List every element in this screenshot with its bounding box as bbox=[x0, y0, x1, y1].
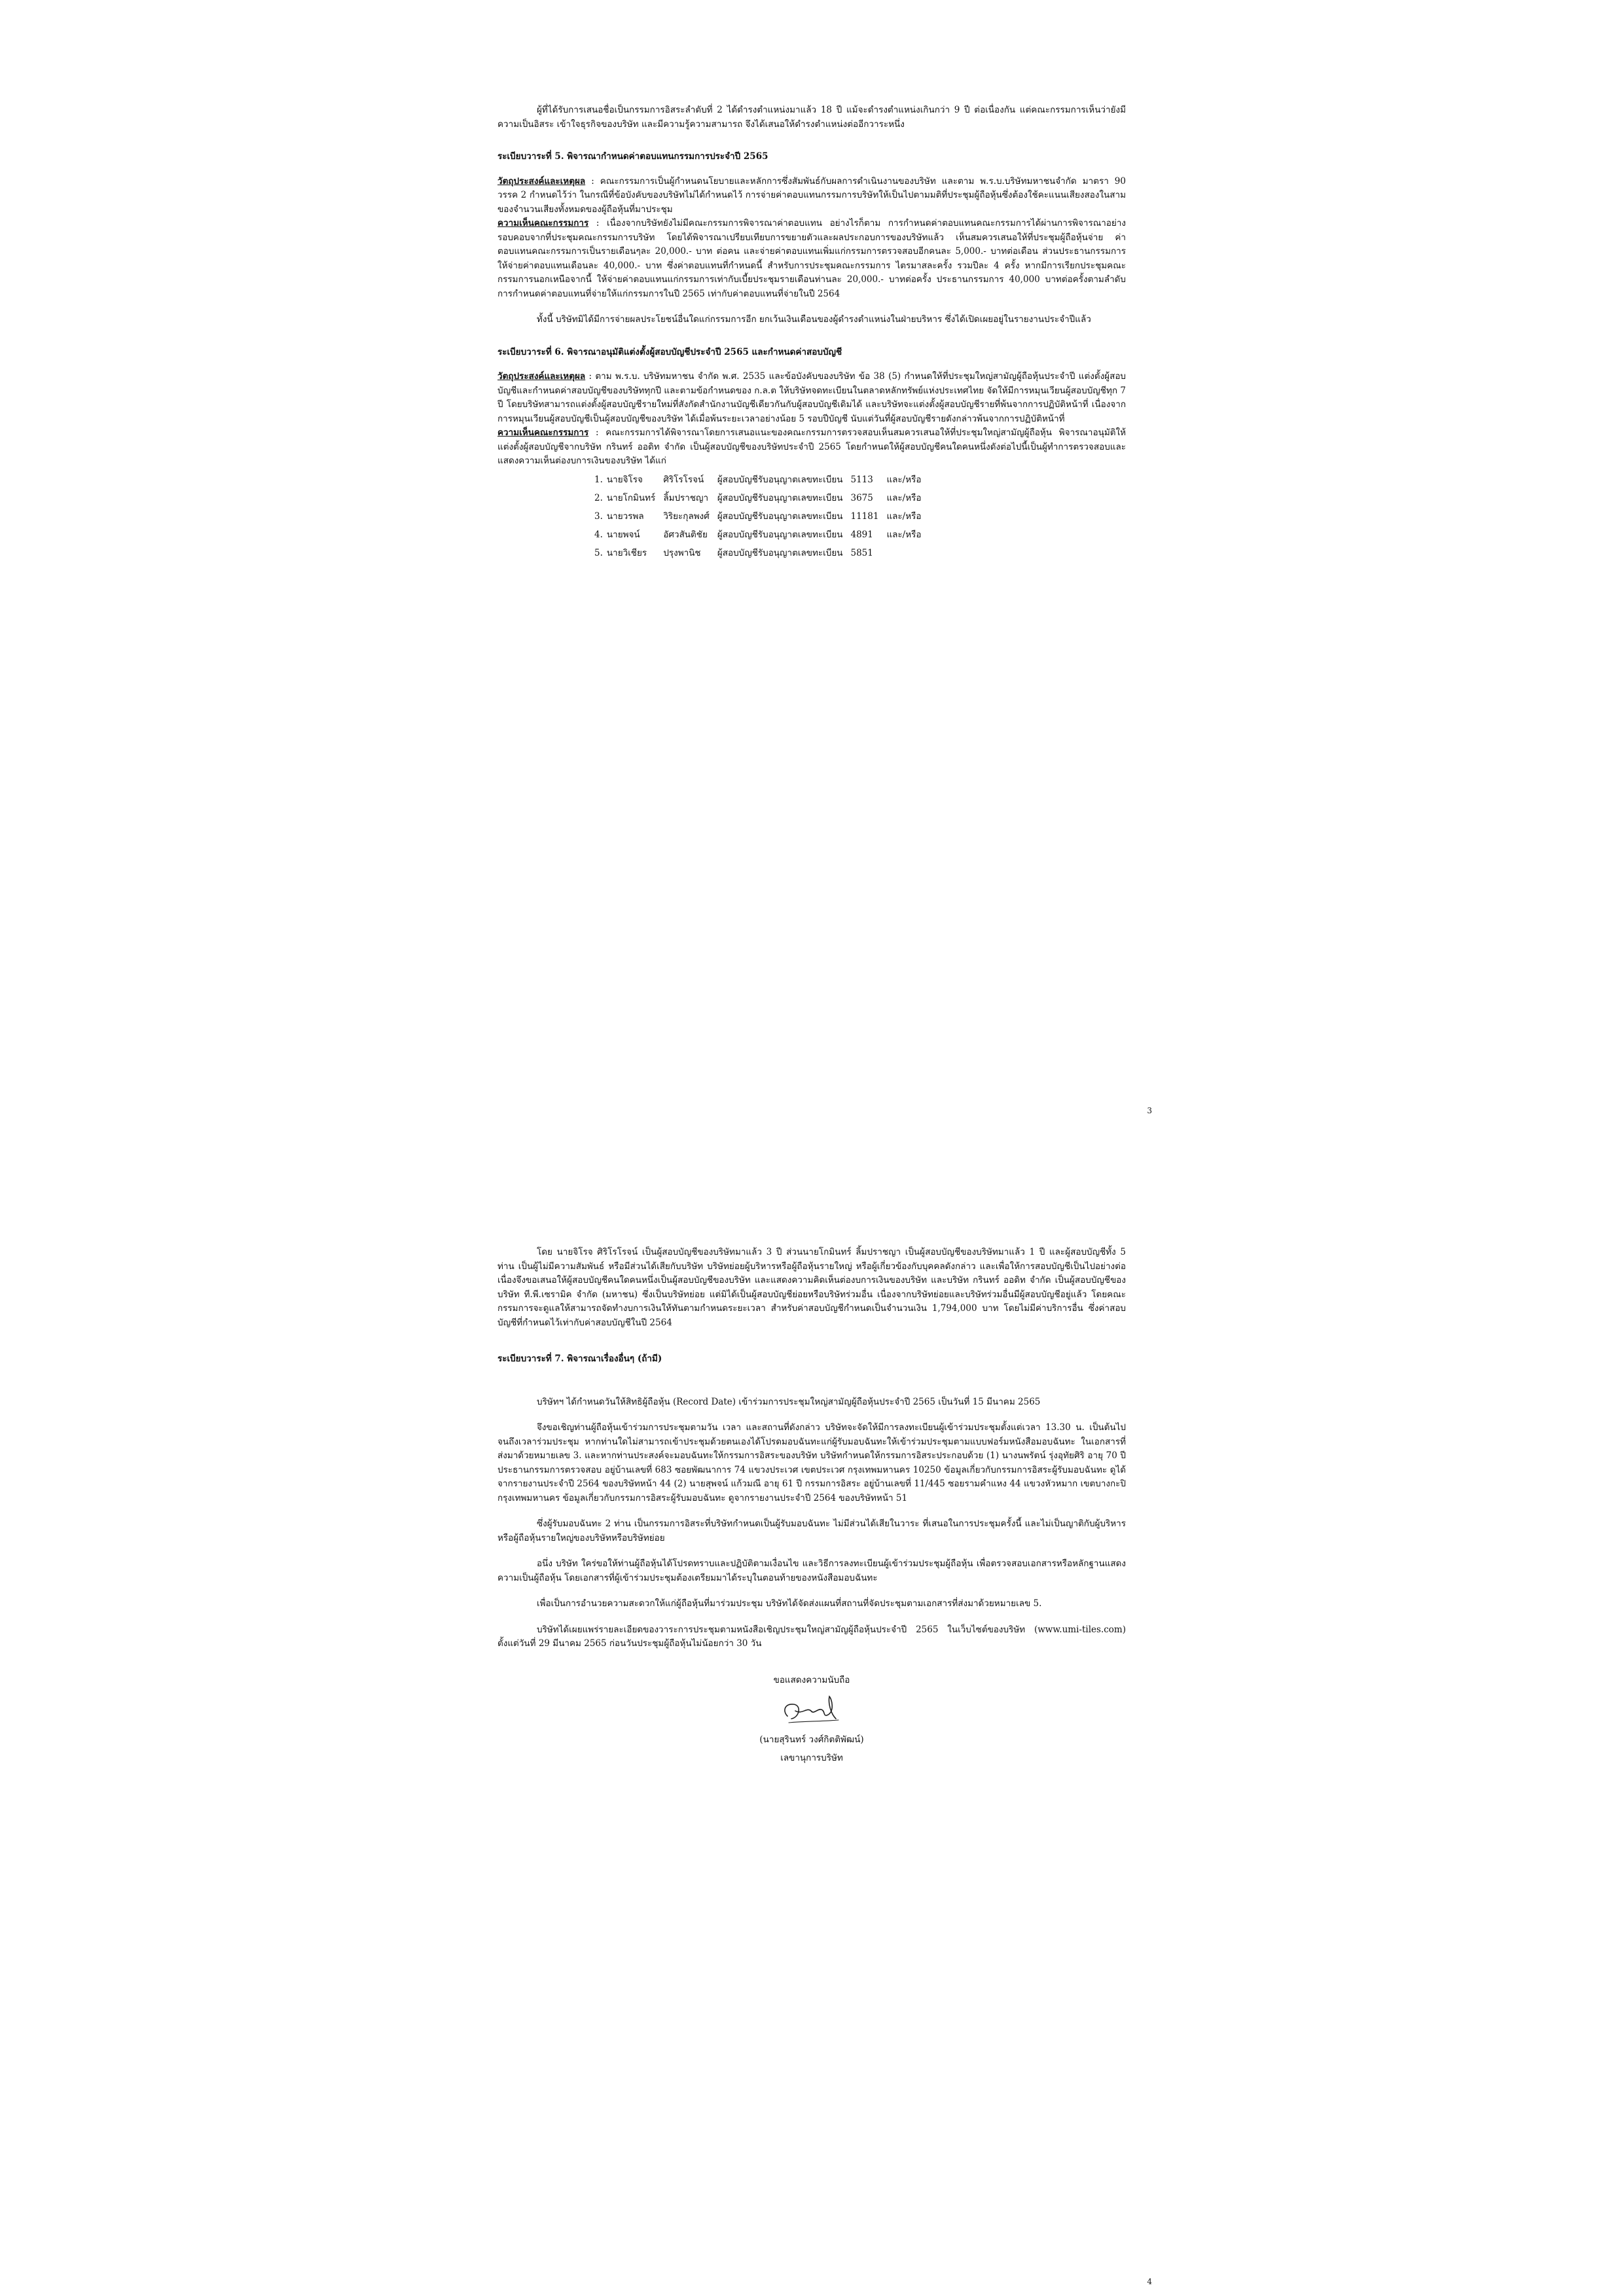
page-number: 4 bbox=[1147, 2277, 1152, 2286]
auditor-row bbox=[594, 546, 929, 564]
auditor-registration: 11181 bbox=[850, 511, 879, 522]
signature-image bbox=[776, 1691, 848, 1728]
auditor-row bbox=[594, 509, 929, 528]
auditor-registration: 4891 bbox=[850, 529, 873, 540]
auditor-registration: 3675 bbox=[850, 492, 873, 503]
record-date-paragraph: บริษัทฯ ได้กำหนดวันให้สิทธิผู้ถือหุ้น (Record Date) เข้าร่วมการประชุมใหญ่สามัญผู้ถือหุ้นประจำปี 2565 เป็นวันที่ 15 มีนาคม 2565 bbox=[537, 1396, 1041, 1407]
auditor-registration: 5113 bbox=[850, 474, 873, 485]
auditor-description: ผู้สอบบัญชีรับอนุญาตเลขทะเบียน bbox=[717, 511, 843, 522]
auditor-last-name: อัศวสันติชัย bbox=[663, 529, 708, 540]
agenda-6-opinion-text: : คณะกรรมการได้พิจารณาโดยการเสนอแนะของคณะกรรมการตรวจสอบเห็นสมควรเสนอให้ที่ประชุมใหญ่สามัญผู้ถือหุ้น พิจารณาอนุมัติให้แต่งตั้งผู้สอบบัญชีจากบริษัท กรินทร์ ออดิท จำกัด เป็นผู้สอบบัญชีของบริษัทประจำปี 2565 โดยกำหนดให้ผู้สอบบัญชีคนใดคนหนึ่งดังต่อไปนี้เป็นผู้ทำการตรวจสอบและแสดงความเห็นต่องบการเงินของบริษัท ได้แก่ bbox=[497, 427, 1126, 466]
agenda-6-objective-text: : ตาม พ.ร.บ. บริษัทมหาชน จำกัด พ.ศ. 2535 และข้อบังคับของบริษัท ข้อ 38 (5) กำหนดให้ที่ประชุมใหญ่สามัญผู้ถือหุ้นประจำปี แต่งตั้งผู้สอบบัญชีและกำหนดค่าสอบบัญชีของบริษัททุกปี และตามข้อกำหนดของ ก.ล.ต ให้บริษัทจดทะเบียนในตลาดหลักทรัพย์แห่งประเทศไทย จัดให้มีการหมุนเวียนผู้สอบบัญชีทุก 7 ปี โดยบริษัทสามารถแต่งตั้งผู้สอบบัญชีรายใหม่ที่สังกัดสำนักงานบัญชีเดียวกันกับผู้สอบบัญชีเดิมได้ และบริษัทจะแต่งตั้งผู้สอบบัญชีรายที่พ้นจากการปฏิบัติหน้าที่ เนื่องจากการหมุนเวียนผู้สอบบัญชีเป็นผู้สอบบัญชีของบริษัท ได้เมื่อพ้นระยะเวลาอย่างน้อย 5 รอบปีบัญชี นับแต่วันที่ผู้สอบบัญชีรายดังกล่าวพ้นจากการปฏิบัติหน้าที่ bbox=[497, 371, 1126, 424]
page-4-content bbox=[497, 1246, 1126, 1765]
auditor-conjunction: และ/หรือ bbox=[886, 511, 922, 522]
auditor-description: ผู้สอบบัญชีรับอนุญาตเลขทะเบียน bbox=[717, 474, 843, 485]
auditor-description: ผู้สอบบัญชีรับอนุญาตเลขทะเบียน bbox=[717, 492, 843, 503]
auditor-row bbox=[594, 473, 929, 491]
page-4 bbox=[0, 1148, 1624, 2296]
invitation-paragraph: จึงขอเชิญท่านผู้ถือหุ้นเข้าร่วมการประชุมตามวัน เวลา และสถานที่ดังกล่าว บริษัทจะจัดให้มีการลงทะเบียนผู้เข้าร่วมประชุมตั้งแต่เวลา 13.30 น. เป็นต้นไปจนถึงเวลาร่วมประชุม หากท่านใดไม่สามารถเข้าประชุมด้วยตนเองได้โปรดมอบฉันทะแก่ผู้รับมอบฉันทะให้เข้าร่วมประชุมตามแบบฟอร์มหนังสือมอบฉันทะ ในเอกสารที่ส่งมาด้วยหมายเลข 3. และหากท่านประสงค์จะมอบฉันทะให้กรรมการอิสระของบริษัท บริษัทกำหนดให้กรรมการอิสระประกอบด้วย (1) นางนพรัตน์ รุ่งอุทัยศิริ อายุ 70 ปี ประธานกรรมการตรวจสอบ อยู่บ้านเลขที่ 683 ซอยพัฒนาการ 74 แขวงประเวศ เขตประเวศ กรุงเทพมหานคร 10250 ข้อมูลเกี่ยวกับกรรมการอิสระผู้รับมอบฉันทะ ดูได้จากรายงานประจำปี 2564 ของบริษัทหน้า 44 (2) นายสุพจน์ แก้วมณี อายุ 61 ปี กรรมการอิสระ อยู่บ้านเลขที่ 11/445 ซอยรามคำแหง 44 แขวงหัวหมาก เขตบางกะปิ กรุงเทพมหานคร ข้อมูลเกี่ยวกับกรรมการอิสระผู้รับมอบฉันทะ ดูจากรายงานประจำปี 2564 ของบริษัทหน้า 51 bbox=[497, 1422, 1126, 1503]
agenda-5-objective-text: : คณะกรรมการเป็นผู้กำหนดนโยบายและหลักการซึ่งสัมพันธ์กับผลการดำเนินงานของบริษัท และตาม พ.ร.บ.บริษัทมหาชนจำกัด มาตรา 90 วรรค 2 กำหนดไว้ว่า ในกรณีที่ข้อบังคับของบริษัทไม่ได้กำหนดไว้ การจ่ายค่าตอบแทนกรรมการบริษัทให้เป็นไปตามมติที่ประชุมผู้ถือหุ้นซึ่งต้องใช้คะแนนเสียงสองในสามของจำนวนเสียงทั้งหมดของผู้ถือหุ้นที่มาประชุม bbox=[497, 175, 1126, 215]
auditor-conjunction: และ/หรือ bbox=[886, 492, 922, 503]
agenda-5-opinion-text: : เนื่องจากบริษัทยังไม่มีคณะกรรมการพิจารณาค่าตอบแทน อย่างไรก็ตาม การกำหนดค่าตอบแทนคณะกรรมการได้ผ่านการพิจารณาอย่างรอบคอบจากที่ประชุมคณะกรรมการบริษัท โดยได้พิจารณาเปรียบเทียบการขยายตัวและผลประกอบการของบริษัทแล้ว เห็นสมควรเสนอให้ที่ประชุมผู้ถือหุ้นจ่าย ค่าตอบแทนคณะกรรมการเป็นรายเดือนๆละ 20,000.- บาท ต่อคน และจ่ายค่าตอบแทนเพิ่มแก่กรรมการตรวจสอบอีกคนละ 5,000.- บาทต่อเดือน ส่วนประธานกรรมการให้จ่ายค่าตอบแทนเดือนละ 40,000.- บาท ซึ่งค่าตอบแทนที่กำหนดนี้ สำหรับการประชุมคณะกรรมการ ไตรมาสละครั้ง รวมปีละ 4 ครั้ง หากมีการเรียกประชุมคณะกรรมการนอกเหนือจากนี้ ให้จ่ายค่าตอบแทนแก่กรรมการเท่ากับเบี้ยประชุมรายเดือนท่านละ 20,000.- บาทต่อครั้ง ประธานกรรมการ 40,000 บาทต่อครั้งตามลำดับ การกำหนดค่าตอบแทนที่จ่ายให้แก่กรรมการในปี 2565 เท่ากับค่าตอบแทนที่จ่ายในปี 2564 bbox=[497, 218, 1126, 299]
auditor-last-name: ปรุงพานิช bbox=[663, 547, 701, 558]
auditor-number: 2. bbox=[594, 492, 603, 503]
signer-name: (นายสุรินทร์ วงศ์กิตติพัฒน์) bbox=[759, 1734, 864, 1745]
agenda-5-objective bbox=[497, 175, 1126, 217]
map-paragraph: เพื่อเป็นการอำนวยความสะดวกให้แก่ผู้ถือหุ้นที่มาร่วมประชุม บริษัทได้จัดส่งแผนที่สถานที่จัดประชุมตามเอกสารที่ส่งมาด้วยหมายเลข 5. bbox=[537, 1598, 1042, 1609]
auditor-conjunction: และ/หรือ bbox=[886, 474, 922, 485]
auditor-row bbox=[594, 528, 929, 546]
auditor-details-paragraph: โดย นายจิโรจ ศิริโรโรจน์ เป็นผู้สอบบัญชีของบริษัทมาแล้ว 3 ปี ส่วนนายโกมินทร์ ลิ้มปราชญา เป็นผู้สอบบัญชีของบริษัทมาแล้ว 1 ปี และผู้สอบบัญชีทั้ง 5 ท่าน เป็นผู้ไม่มีความสัมพันธ์ หรือมีส่วนได้เสียกับบริษัท บริษัทย่อยผู้บริหารหรือผู้ถือหุ้นรายใหญ่ หรือผู้เกี่ยวข้องกับบุคคลดังกล่าว และเพื่อให้การสอบบัญชีเป็นไปอย่างต่อเนื่องจึงขอเสนอให้ผู้สอบบัญชีคนใดคนหนึ่งเป็นผู้สอบบัญชีของบริษัท และแสดงความคิดเห็นต่องบการเงินของบริษัท และบริษัท กรินทร์ ออดิท จำกัด เป็นผู้สอบบัญชีของบริษัท ที.พี.เซรามิค จำกัด (มหาชน) ซึ่งเป็นบริษัทย่อย แต่มิได้เป็นผู้สอบบัญชีย่อยหรือบริษัทร่วมอื่น เนื่องจากบริษัทย่อยและบริษัทร่วมอื่นมีผู้สอบบัญชีอยู่แล้ว โดยคณะกรรมการจะดูแลให้สามารถจัดทำงบการเงินให้ทันตามกำหนดระยะเวลา สำหรับค่าสอบบัญชีกำหนดเป็นจำนวนเงิน 1,794,000 บาท โดยไม่มีค่าบริการอื่น ซึ่งค่าสอบบัญชีที่กำหนดไว้เท่ากับค่าสอบบัญชีในปี 2564 bbox=[497, 1247, 1126, 1328]
page-3-content bbox=[497, 103, 1126, 564]
proxy-paragraph: ซึ่งผู้รับมอบฉันทะ 2 ท่าน เป็นกรรมการอิสระที่บริษัทกำหนดเป็นผู้รับมอบฉันทะ ไม่มีส่วนได้เสียในวาระ ที่เสนอในการประชุมครั้งนี้ และไม่เป็นญาติกับผู้บริหารหรือผู้ถือหุ้นรายใหญ่ของบริษัทหรือบริษัทย่อย bbox=[497, 1518, 1126, 1543]
auditor-last-name: ลิ้มปราชญา bbox=[663, 492, 709, 503]
auditor-description: ผู้สอบบัญชีรับอนุญาตเลขทะเบียน bbox=[717, 529, 843, 540]
auditor-conjunction: และ/หรือ bbox=[886, 529, 922, 540]
auditor-description: ผู้สอบบัญชีรับอนุญาตเลขทะเบียน bbox=[717, 547, 843, 558]
website-paragraph: บริษัทได้เผยแพร่รายละเอียดของวาระการประชุมตามหนังสือเชิญประชุมใหญ่สามัญผู้ถือหุ้นประจำปี 2565 ในเว็บไซต์ของบริษัท (www.umi-tiles.com) ตั้งแต่วันที่ 29 มีนาคม 2565 ก่อนวันประชุมผู้ถือหุ้นไม่น้อยกว่า 30 วัน bbox=[497, 1624, 1126, 1649]
auditor-number: 3. bbox=[594, 511, 603, 522]
agenda-6-objective bbox=[497, 370, 1126, 426]
auditor-row bbox=[594, 491, 929, 509]
auditor-first-name: นายโกมินทร์ bbox=[606, 492, 656, 503]
auditor-number: 4. bbox=[594, 529, 603, 540]
page-number: 3 bbox=[1147, 1106, 1152, 1115]
auditor-first-name: นายวิเชียร bbox=[606, 547, 647, 558]
agenda-6-heading: ระเบียบวาระที่ 6. พิจารณาอนุมัติแต่งตั้งผู้สอบบัญชีประจำปี 2565 และกำหนดค่าสอบบัญชี bbox=[497, 346, 842, 357]
agenda-5-note: ทั้งนี้ บริษัทมิได้มีการจ่ายผลประโยชน์อื่นใดแก่กรรมการอีก ยกเว้นเงินเดือนของผู้ดำรงตำแหน่งในฝ่ายบริหาร ซึ่งได้เปิดเผยอยู่ในรายงานประจำปีแล้ว bbox=[537, 314, 1091, 325]
agenda-5-opinion-label: ความเห็นคณะกรรมการ bbox=[497, 218, 589, 228]
auditor-first-name: นายวรพล bbox=[606, 511, 644, 522]
auditor-registration: 5851 bbox=[850, 547, 873, 558]
auditor-number: 5. bbox=[594, 547, 603, 558]
documents-paragraph: อนึ่ง บริษัท ใคร่ขอให้ท่านผู้ถือหุ้นได้โปรดทราบและปฏิบัติตามเงื่อนไข และวิธีการลงทะเบียนผู้เข้าร่วมประชุมผู้ถือหุ้น เพื่อตรวจสอบเอกสารหรือหลักฐานแสดงความเป็นผู้ถือหุ้น โดยเอกสารที่ผู้เข้าร่วมประชุมต้องเตรียมมาได้ระบุในตอนท้ายของหนังสือมอบฉันทะ bbox=[497, 1558, 1126, 1583]
agenda-7-heading: ระเบียบวาระที่ 7. พิจารณาเรื่องอื่นๆ (ถ้ามี) bbox=[497, 1354, 662, 1364]
agenda-5-opinion bbox=[497, 217, 1126, 301]
auditor-list bbox=[594, 473, 929, 564]
signature-block bbox=[694, 1674, 929, 1766]
closing-text: ขอแสดงความนับถือ bbox=[773, 1674, 850, 1685]
auditor-first-name: นายพจน์ bbox=[606, 529, 640, 540]
intro-paragraph: ผู้ที่ได้รับการเสนอชื่อเป็นกรรมการอิสระลำดับที่ 2 ได้ดำรงตำแหน่งมาแล้ว 18 ปี แม้จะดำรงตำแหน่งเกินกว่า 9 ปี ต่อเนื่องกัน แต่คณะกรรมการเห็นว่ายังมีความเป็นอิสระ เข้าใจธุรกิจของบริษัท และมีความรู้ความสามารถ จึงได้เสนอให้ดำรงตำแหน่งต่ออีกวาระหนึ่ง bbox=[497, 105, 1126, 130]
agenda-5-objective-label: วัตถุประสงค์และเหตุผล bbox=[497, 175, 586, 187]
auditor-number: 1. bbox=[594, 474, 603, 485]
auditor-first-name: นายจิโรจ bbox=[606, 474, 643, 485]
agenda-6-objective-label: วัตถุประสงค์และเหตุผล bbox=[497, 371, 586, 382]
auditor-conjunction bbox=[886, 546, 929, 564]
agenda-6-opinion-label: ความเห็นคณะกรรมการ bbox=[497, 427, 589, 438]
auditor-last-name: วิริยะกุลพงศ์ bbox=[663, 511, 710, 522]
auditor-last-name: ศิริโรโรจน์ bbox=[663, 474, 704, 485]
agenda-5-heading: ระเบียบวาระที่ 5. พิจารณากำหนดค่าตอบแทนกรรมการประจำปี 2565 bbox=[497, 151, 768, 162]
signer-title: เลขานุการบริษัท bbox=[780, 1752, 843, 1763]
agenda-6-opinion bbox=[497, 426, 1126, 469]
